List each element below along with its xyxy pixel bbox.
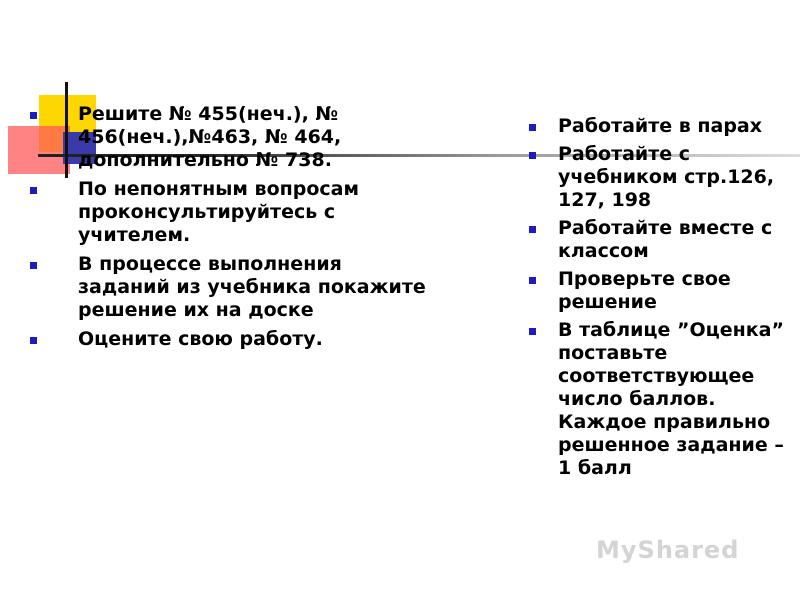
- square-bullet-icon: [529, 277, 536, 284]
- list-item-text: По непонятным вопросам проконсультируйтесь с учителем.: [78, 178, 360, 246]
- list-item-text: Решите № 455(неч.), № 456(неч.),№463, № 464, дополнительно № 738.: [78, 103, 342, 171]
- right-instruction-column: [525, 115, 795, 485]
- list-item: [525, 115, 795, 138]
- list-item: [30, 178, 430, 247]
- square-bullet-icon: [30, 112, 37, 119]
- list-item-text: В процессе выполнения заданий из учебника покажите решение их на доске: [78, 253, 426, 321]
- list-item: [525, 143, 795, 212]
- square-bullet-icon: [30, 337, 37, 344]
- list-item-text: Работайте вместе с классом: [558, 217, 773, 262]
- left-task-column: [30, 103, 430, 357]
- square-bullet-icon: [529, 226, 536, 233]
- list-item: [30, 328, 430, 351]
- watermark: MyShared: [596, 536, 740, 564]
- list-item: [30, 103, 430, 172]
- square-bullet-icon: [30, 187, 37, 194]
- list-item: [30, 253, 430, 322]
- square-bullet-icon: [30, 262, 37, 269]
- list-item-text: Оцените свою работу.: [78, 328, 323, 350]
- list-item: [525, 319, 795, 480]
- square-bullet-icon: [529, 124, 536, 131]
- list-item-text: Работайте с учебником стр.126, 127, 198: [558, 143, 775, 211]
- list-item-text: Работайте в парах: [558, 115, 762, 137]
- list-item-text: Проверьте свое решение: [558, 268, 731, 313]
- list-item: [525, 268, 795, 314]
- left-bullet-list: [30, 103, 430, 351]
- list-item-text: В таблице ”Оценка” поставьте соответствующее число баллов. Каждое правильно решенное задание – 1 балл: [558, 319, 784, 479]
- square-bullet-icon: [529, 152, 536, 159]
- square-bullet-icon: [529, 328, 536, 335]
- right-bullet-list: [525, 115, 795, 480]
- list-item: [525, 217, 795, 263]
